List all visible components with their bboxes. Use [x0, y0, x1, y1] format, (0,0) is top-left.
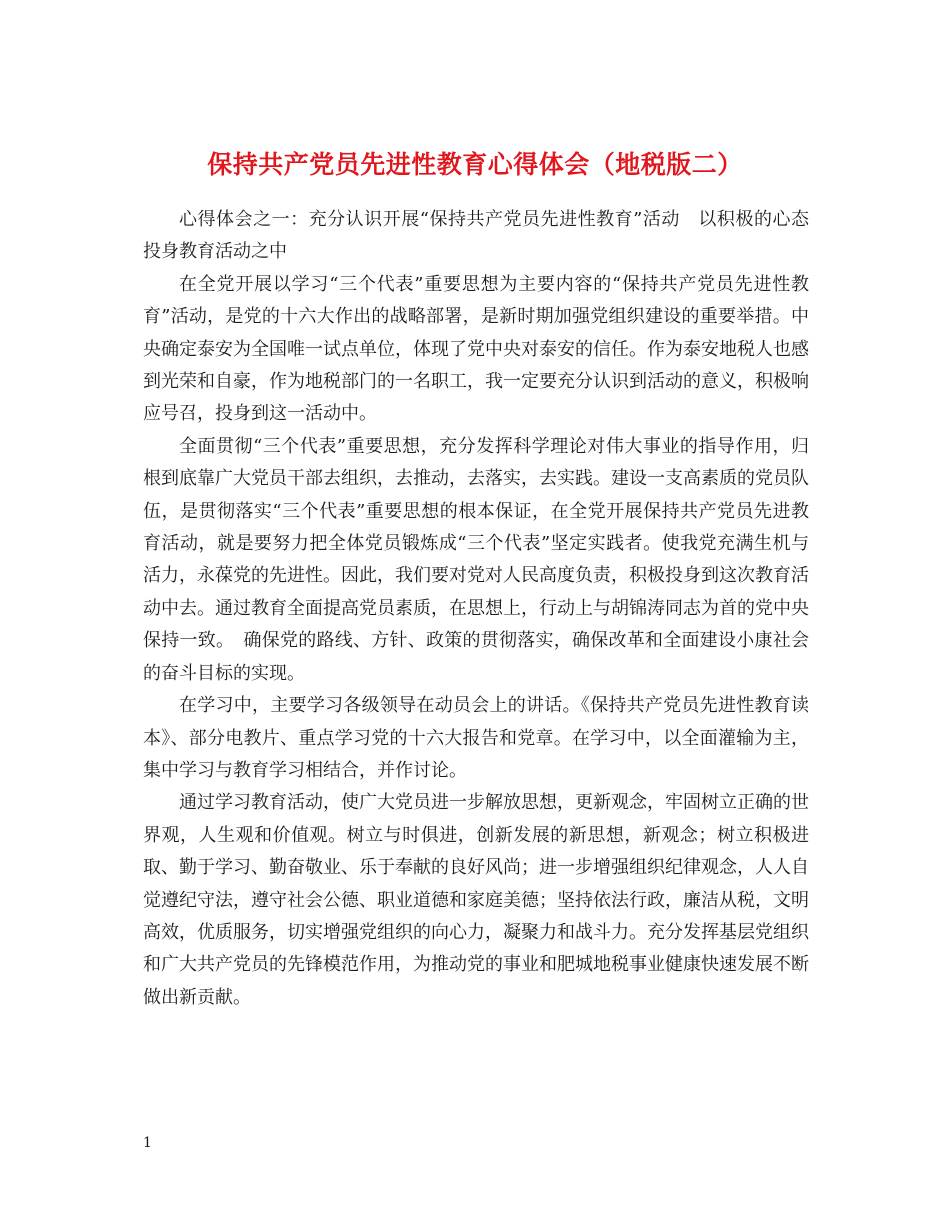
- paragraph-heading: 心得体会之一：充分认识开展“保持共产党员先进性教育”活动 以积极的心态投身教育活动之中: [143, 209, 809, 263]
- page-number: 1: [143, 1135, 152, 1151]
- paragraph: 全面贯彻“三个代表”重要思想，充分发挥科学理论对伟大事业的指导作用，归根到底靠广大党员干部去组织，去推动，去落实，去实践。建设一支高素质的党员队伍，是贯彻落实“三个代表”重要思想的根本保证，在全党开展保持共产党员先进教育活动，就是要努力把全体党员锻炼成“三个代表”坚定实践者。使我党充满生机与活力，永葆党的先进性。因此，我们要对党对人民高度负责，积极投身到这次教育活动中去。通过教育全面提高党员素质，在思想上，行动上与胡锦涛同志为首的党中央保持一致。 确保党的路线、方针、政策的贯彻落实，确保改革和全面建设小康社会的奋斗目标的实现。: [143, 435, 809, 684]
- document-body: [143, 204, 809, 1014]
- document-title: 保持共产党员先进性教育心得体会（地税版二）: [207, 149, 743, 179]
- paragraph: 通过学习教育活动，使广大党员进一步解放思想，更新观念，牢固树立正确的世界观，人生观和价值观。树立与时俱进，创新发展的新思想，新观念；树立积极进取、勤于学习、勤奋敬业、乐于奉献的良好风尚；进一步增强组织纪律观念，人人自觉遵纪守法，遵守社会公德、职业道德和家庭美德；坚持依法行政，廉洁从税，文明高效，优质服务，切实增强党组织的向心力，凝聚力和战斗力。充分发挥基层党组织和广大共产党员的先锋模范作用，为推动党的事业和肥城地税事业健康快速发展不断做出新贡献。: [143, 792, 809, 1008]
- paragraph: 在全党开展以学习“三个代表”重要思想为主要内容的“保持共产党员先进性教育”活动，是党的十六大作出的战略部署，是新时期加强党组织建设的重要举措。中央确定泰安为全国唯一试点单位，体现了党中央对泰安的信任。作为泰安地税人也感到光荣和自豪，作为地税部门的一名职工，我一定要充分认识到活动的意义，积极响应号召，投身到这一活动中。: [143, 273, 809, 425]
- paragraph: 在学习中，主要学习各级领导在动员会上的讲话。《保持共产党员先进性教育读本》、部分电教片、重点学习党的十六大报告和党章。在学习中，以全面灌输为主，集中学习与教育学习相结合，并作讨论。: [143, 695, 809, 781]
